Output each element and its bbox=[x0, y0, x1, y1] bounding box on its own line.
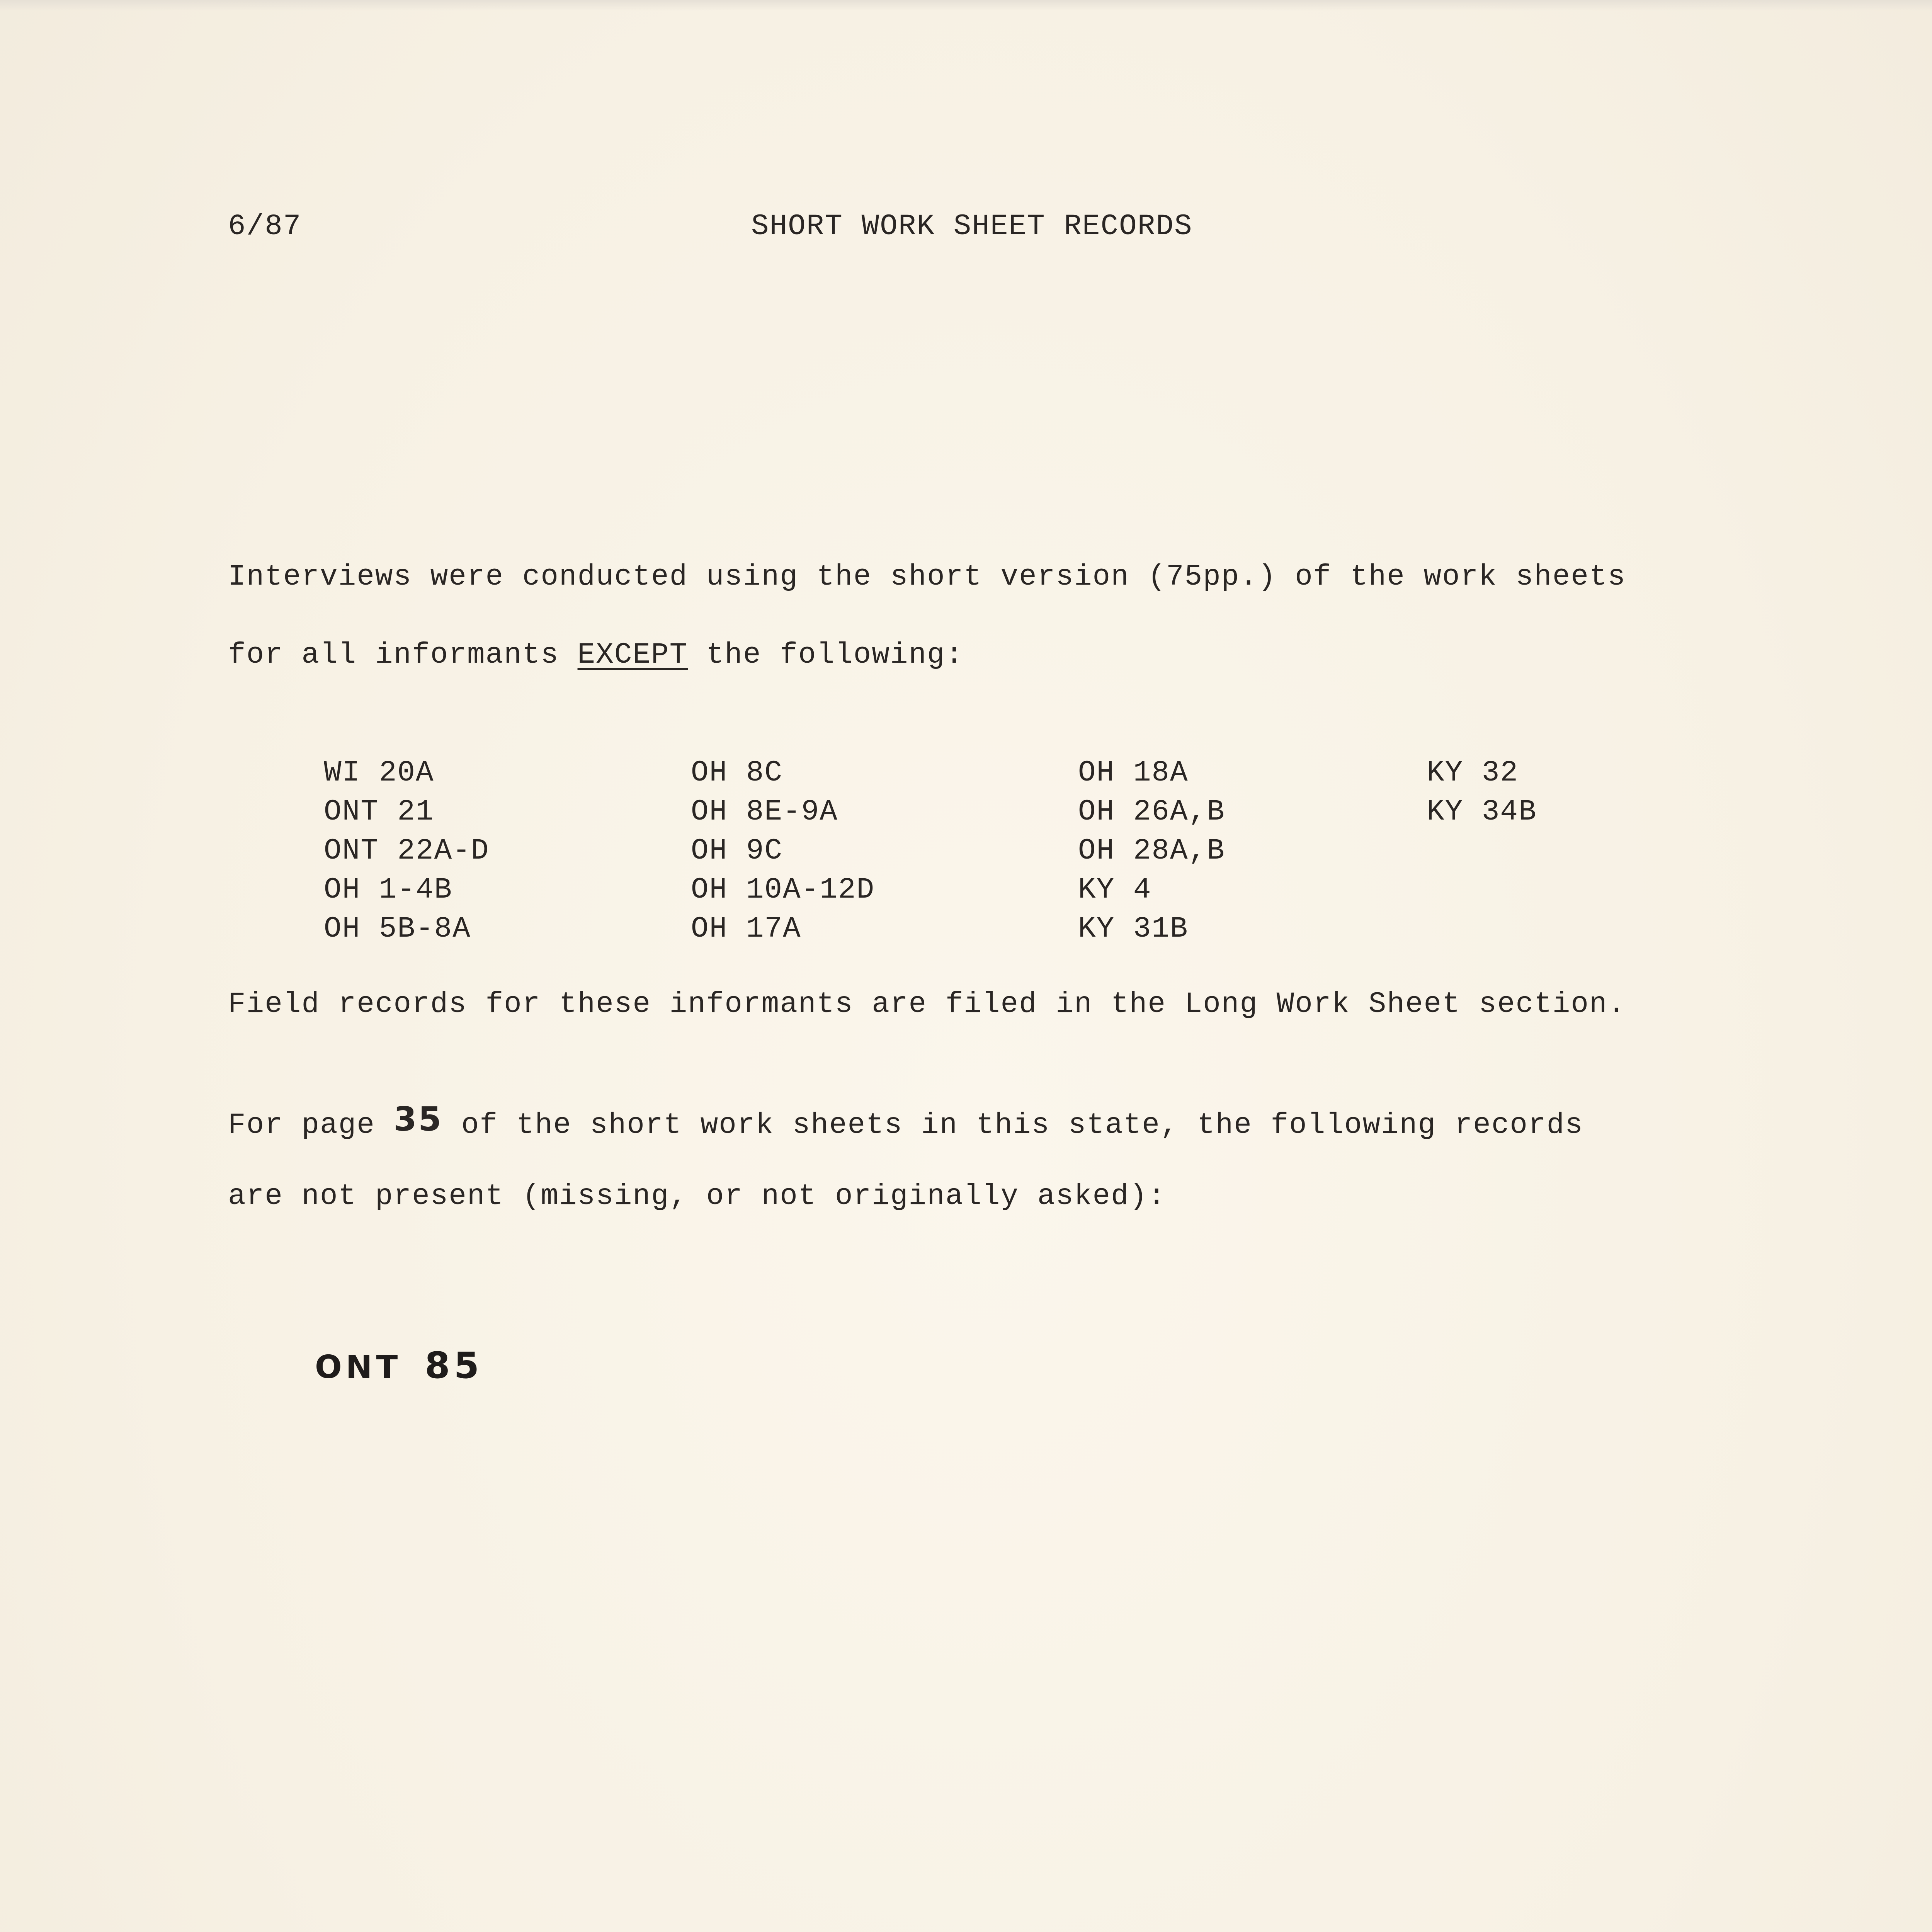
exception-item: OH 8E-9A bbox=[691, 795, 838, 828]
exception-item: OH 5B-8A bbox=[324, 912, 471, 946]
exception-item: OH 10A-12D bbox=[691, 873, 875, 906]
intro-line-2-before: for all informants bbox=[228, 638, 578, 672]
exceptions-column-1 bbox=[324, 753, 489, 949]
exceptions-column-3 bbox=[1078, 753, 1225, 949]
exception-item: ONT 21 bbox=[324, 795, 434, 828]
page-top-edge bbox=[0, 0, 1932, 11]
handwritten-state: ONT bbox=[315, 1349, 402, 1386]
handwritten-number: 85 bbox=[425, 1345, 483, 1387]
missing-line-2: are not present (missing, or not originally asked): bbox=[228, 1180, 1166, 1213]
exception-item: OH 8C bbox=[691, 756, 783, 789]
exception-item: WI 20A bbox=[324, 756, 434, 789]
missing-line-1-before: For page bbox=[228, 1109, 394, 1142]
exception-item: ONT 22A-D bbox=[324, 834, 490, 867]
except-emphasis: EXCEPT bbox=[577, 638, 688, 672]
handwritten-record bbox=[315, 1345, 483, 1387]
exception-item: OH 28A,B bbox=[1078, 834, 1225, 867]
document-title: SHORT WORK SHEET RECORDS bbox=[751, 210, 1193, 243]
intro-line-2 bbox=[228, 638, 964, 672]
exception-item: KY 31B bbox=[1078, 912, 1189, 946]
exception-item: KY 32 bbox=[1427, 756, 1519, 789]
exception-item: KY 4 bbox=[1078, 873, 1152, 906]
document-date: 6/87 bbox=[228, 210, 302, 243]
exception-item: OH 9C bbox=[691, 834, 783, 867]
filing-note: Field records for these informants are filed in the Long Work Sheet section. bbox=[228, 988, 1626, 1021]
missing-line-1 bbox=[228, 1102, 1583, 1142]
exceptions-column-4 bbox=[1427, 753, 1537, 832]
handwritten-page-number: 35 bbox=[393, 1100, 443, 1139]
exception-item: OH 1-4B bbox=[324, 873, 453, 906]
exception-item: KY 34B bbox=[1427, 795, 1537, 828]
exception-item: OH 18A bbox=[1078, 756, 1189, 789]
exception-item: OH 26A,B bbox=[1078, 795, 1225, 828]
intro-line-2-after: the following: bbox=[688, 638, 964, 672]
exceptions-column-2 bbox=[691, 753, 875, 949]
intro-line-1: Interviews were conducted using the short version (75pp.) of the work sheets bbox=[228, 560, 1626, 594]
missing-line-1-after: of the short work sheets in this state, the following records bbox=[443, 1109, 1583, 1142]
exception-item: OH 17A bbox=[691, 912, 801, 946]
